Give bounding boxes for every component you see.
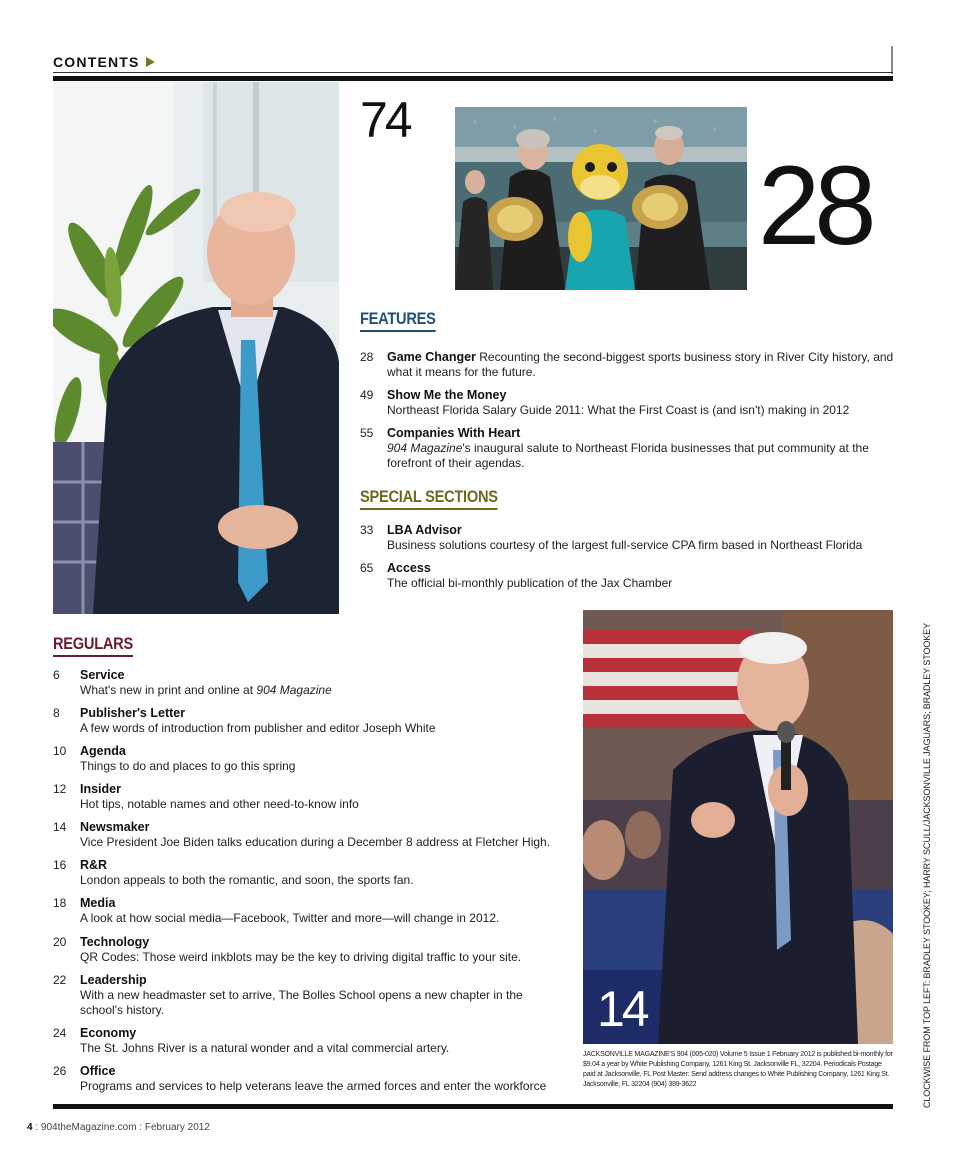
- regular-desc: Things to do and places to go this spring: [80, 759, 296, 773]
- special-page: 65: [360, 561, 374, 575]
- speaker-photo: [583, 610, 893, 1044]
- regular-title: Leadership: [80, 973, 147, 987]
- regular-desc: Hot tips, notable names and other need-to-know info: [80, 797, 359, 811]
- page-number-14: 14: [597, 981, 647, 1037]
- regular-title: Publisher's Letter: [80, 706, 186, 720]
- regular-desc: Vice President Joe Biden talks education during a December 8 address at Fletcher High.: [80, 835, 551, 849]
- regulars-heading: REGULARS: [53, 635, 133, 657]
- regular-page: 20: [53, 935, 67, 949]
- feature-desc: Northeast Florida Salary Guide 2011: What the First Coast is (and isn't) making in 2012: [387, 403, 850, 417]
- footer-date: February 2012: [144, 1122, 210, 1133]
- regular-title: Media: [80, 896, 116, 910]
- page-number-28: 28: [758, 143, 871, 268]
- feature-desc: 's inaugural salute to Northeast Florida businesses that put community at the forefront of their agendas.: [387, 441, 869, 470]
- regular-page: 24: [53, 1026, 67, 1040]
- regular-page: 12: [53, 782, 67, 796]
- footer-page-number: 4: [27, 1122, 33, 1133]
- feature-title: Game Changer: [387, 350, 476, 364]
- regular-title: Insider: [80, 782, 121, 796]
- regular-page: 10: [53, 744, 67, 758]
- feature-page: 28: [360, 350, 374, 364]
- regular-page: 16: [53, 858, 67, 872]
- features-heading: FEATURES: [360, 310, 436, 332]
- special-sections-heading: SPECIAL SECTIONS: [360, 488, 498, 510]
- photo-credit: CLOCKWISE FROM TOP LEFT: BRADLEY STOOKEY; HARRY SCULL/JACKSONVILLE JAGUARS; BRADLEY STOOKEY: [922, 623, 932, 1108]
- regular-desc: With a new headmaster set to arrive, The Bolles School opens a new chapter in the school's history.: [80, 988, 523, 1017]
- header-tick: [891, 46, 893, 74]
- regular-page: 18: [53, 896, 67, 910]
- regular-page: 14: [53, 820, 67, 834]
- feature-desc: Recounting the second-biggest sports business story in River City history, and what it means for the future.: [387, 350, 894, 379]
- regular-title: R&R: [80, 858, 108, 872]
- regular-title: Service: [80, 668, 125, 682]
- special-page: 33: [360, 523, 374, 537]
- footer-site[interactable]: 904theMagazine.com: [40, 1122, 137, 1133]
- executive-photo: [53, 82, 339, 614]
- special-desc: Business solutions courtesy of the largest full-service CPA firm based in Northeast Florida: [387, 538, 863, 552]
- regular-page: 8: [53, 706, 60, 720]
- play-arrow-icon: [146, 57, 155, 67]
- feature-page: 55: [360, 426, 374, 440]
- regular-page: 22: [53, 973, 67, 987]
- regular-desc: A few words of introduction from publisher and editor Joseph White: [80, 721, 436, 735]
- regular-desc: What's new in print and online at: [80, 683, 257, 697]
- regular-title: Technology: [80, 935, 150, 949]
- feature-title: Companies With Heart: [387, 426, 521, 440]
- publication-caption: JACKSONVILLE MAGAZINE'S 904 (005-020) Volume 5 Issue 1 February 2012 is published bi-monthly for $9.04 a year by White Publishing Company, 1261 King St. Jacksonville FL, 32204. Periodicals Postage paid at Jacksonville, FL Post Master: Send address changes to White Publishing Company, 1261 King St. Jacksonville, FL 32204 (904) 389-3622: [583, 1051, 893, 1088]
- regular-page: 6: [53, 668, 60, 682]
- feature-title: Show Me the Money: [387, 388, 507, 402]
- regular-desc: Programs and services to help veterans leave the armed forces and enter the workforce: [80, 1079, 547, 1093]
- footer-rule: [53, 1104, 893, 1109]
- regular-title: Economy: [80, 1026, 137, 1040]
- page-number-74: 74: [360, 92, 410, 148]
- special-title: Access: [387, 561, 431, 575]
- special-desc: The official bi-monthly publication of the Jax Chamber: [387, 576, 673, 590]
- regular-desc: QR Codes: Those weird inkblots may be the key to driving digital traffic to your site.: [80, 950, 522, 964]
- special-title: LBA Advisor: [387, 523, 462, 537]
- regular-desc: The St. Johns River is a natural wonder and a vital commercial artery.: [80, 1041, 450, 1055]
- regular-desc: London appeals to both the romantic, and soon, the sports fan.: [80, 873, 414, 887]
- header-rule-thin: [53, 72, 893, 73]
- header-rule-thick: [53, 76, 893, 81]
- regular-desc: A look at how social media—Facebook, Twitter and more—will change in 2012.: [80, 911, 500, 925]
- feature-page: 49: [360, 388, 374, 402]
- regular-title: Newsmaker: [80, 820, 150, 834]
- regular-title: Office: [80, 1064, 116, 1078]
- contents-label: CONTENTS: [53, 54, 140, 70]
- stadium-photo: [455, 107, 747, 290]
- feature-desc-italic: 904 Magazine: [387, 441, 463, 455]
- regular-desc-italic: 904 Magazine: [256, 683, 332, 697]
- contents-header: [53, 54, 155, 70]
- page-footer: 4 : 904theMagazine.com : February 2012: [27, 1122, 210, 1133]
- regular-page: 26: [53, 1064, 67, 1078]
- regular-title: Agenda: [80, 744, 126, 758]
